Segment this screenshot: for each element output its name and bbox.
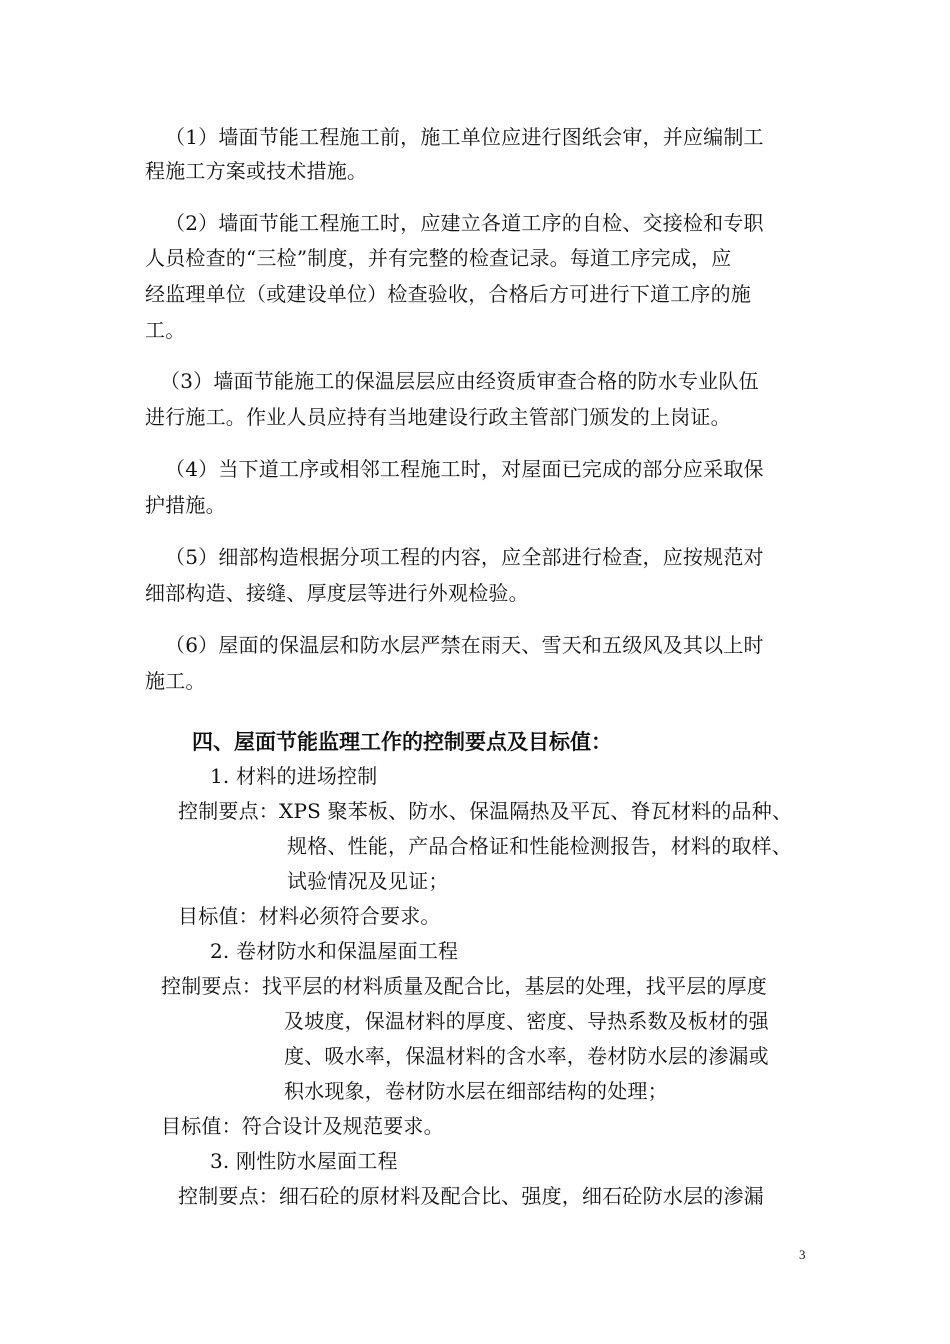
item-2-control-line-3: 度、吸水率，保温材料的含水率，卷材防水层的渗漏或 <box>284 1044 769 1068</box>
paragraph-4-line-2: 护措施。 <box>145 493 226 517</box>
paragraph-2-line-2: 人员检查的“三检”制度，并有完整的检查记录。每道工序完成，应 <box>145 246 732 270</box>
item-1-target: 目标值：材料必须符合要求。 <box>178 904 441 928</box>
item-3-title: 3. 刚性防水屋面工程 <box>210 1149 398 1173</box>
item-2-control-line-4: 积水现象，卷材防水层在细部结构的处理； <box>284 1079 668 1103</box>
paragraph-5-line-2: 细部构造、接缝、厚度层等进行外观检验。 <box>145 581 529 605</box>
paragraph-6-line-1: （6）屋面的保温层和防水层严禁在雨天、雪天和五级风及其以上时 <box>165 633 764 657</box>
paragraph-6-line-2: 施工。 <box>145 669 206 693</box>
item-1-control-line-3: 试验情况及见证； <box>287 869 449 893</box>
item-2-control-line-2: 及坡度，保温材料的厚度、密度、导热系数及板材的强 <box>284 1009 769 1033</box>
paragraph-3-line-2: 进行施工。作业人员应持有当地建设行政主管部门颁发的上岗证。 <box>145 405 731 429</box>
item-1-control-line-1: 控制要点：XPS 聚苯板、防水、保温隔热及平瓦、脊瓦材料的品种、 <box>178 799 793 823</box>
item-3-control-line-1: 控制要点：细石砼的原材料及配合比、强度，细石砼防水层的渗漏 <box>178 1184 764 1208</box>
paragraph-1-line-1: （1）墙面节能工程施工前，施工单位应进行图纸会审，并应编制工 <box>165 125 764 149</box>
item-2-target: 目标值：符合设计及规范要求。 <box>161 1114 444 1138</box>
item-2-title: 2. 卷材防水和保温屋面工程 <box>210 939 459 963</box>
item-2-control-line-1: 控制要点：找平层的材料质量及配合比，基层的处理，找平层的厚度 <box>161 974 767 998</box>
paragraph-2-line-3: 经监理单位（或建设单位）检查验收，合格后方可进行下道工序的施 <box>145 282 751 306</box>
paragraph-2-line-1: （2）墙面节能工程施工时，应建立各道工序的自检、交接检和专职 <box>165 211 764 235</box>
item-1-control-line-2: 规格、性能，产品合格证和性能检测报告，材料的取样、 <box>287 834 792 858</box>
section-heading: 四、屋面节能监理工作的控制要点及目标值： <box>192 730 612 754</box>
page-number: 3 <box>799 1247 806 1262</box>
paragraph-1-line-2: 程施工方案或技术措施。 <box>145 159 368 183</box>
paragraph-3-line-1: （3）墙面节能施工的保温层层应由经资质审查合格的防水专业队伍 <box>160 369 759 393</box>
item-1-title: 1. 材料的进场控制 <box>210 764 378 788</box>
paragraph-5-line-1: （5）细部构造根据分项工程的内容，应全部进行检查，应按规范对 <box>165 545 764 569</box>
paragraph-4-line-1: （4）当下道工序或相邻工程施工时，对屋面已完成的部分应采取保 <box>165 457 764 481</box>
paragraph-2-line-4: 工。 <box>145 318 186 342</box>
